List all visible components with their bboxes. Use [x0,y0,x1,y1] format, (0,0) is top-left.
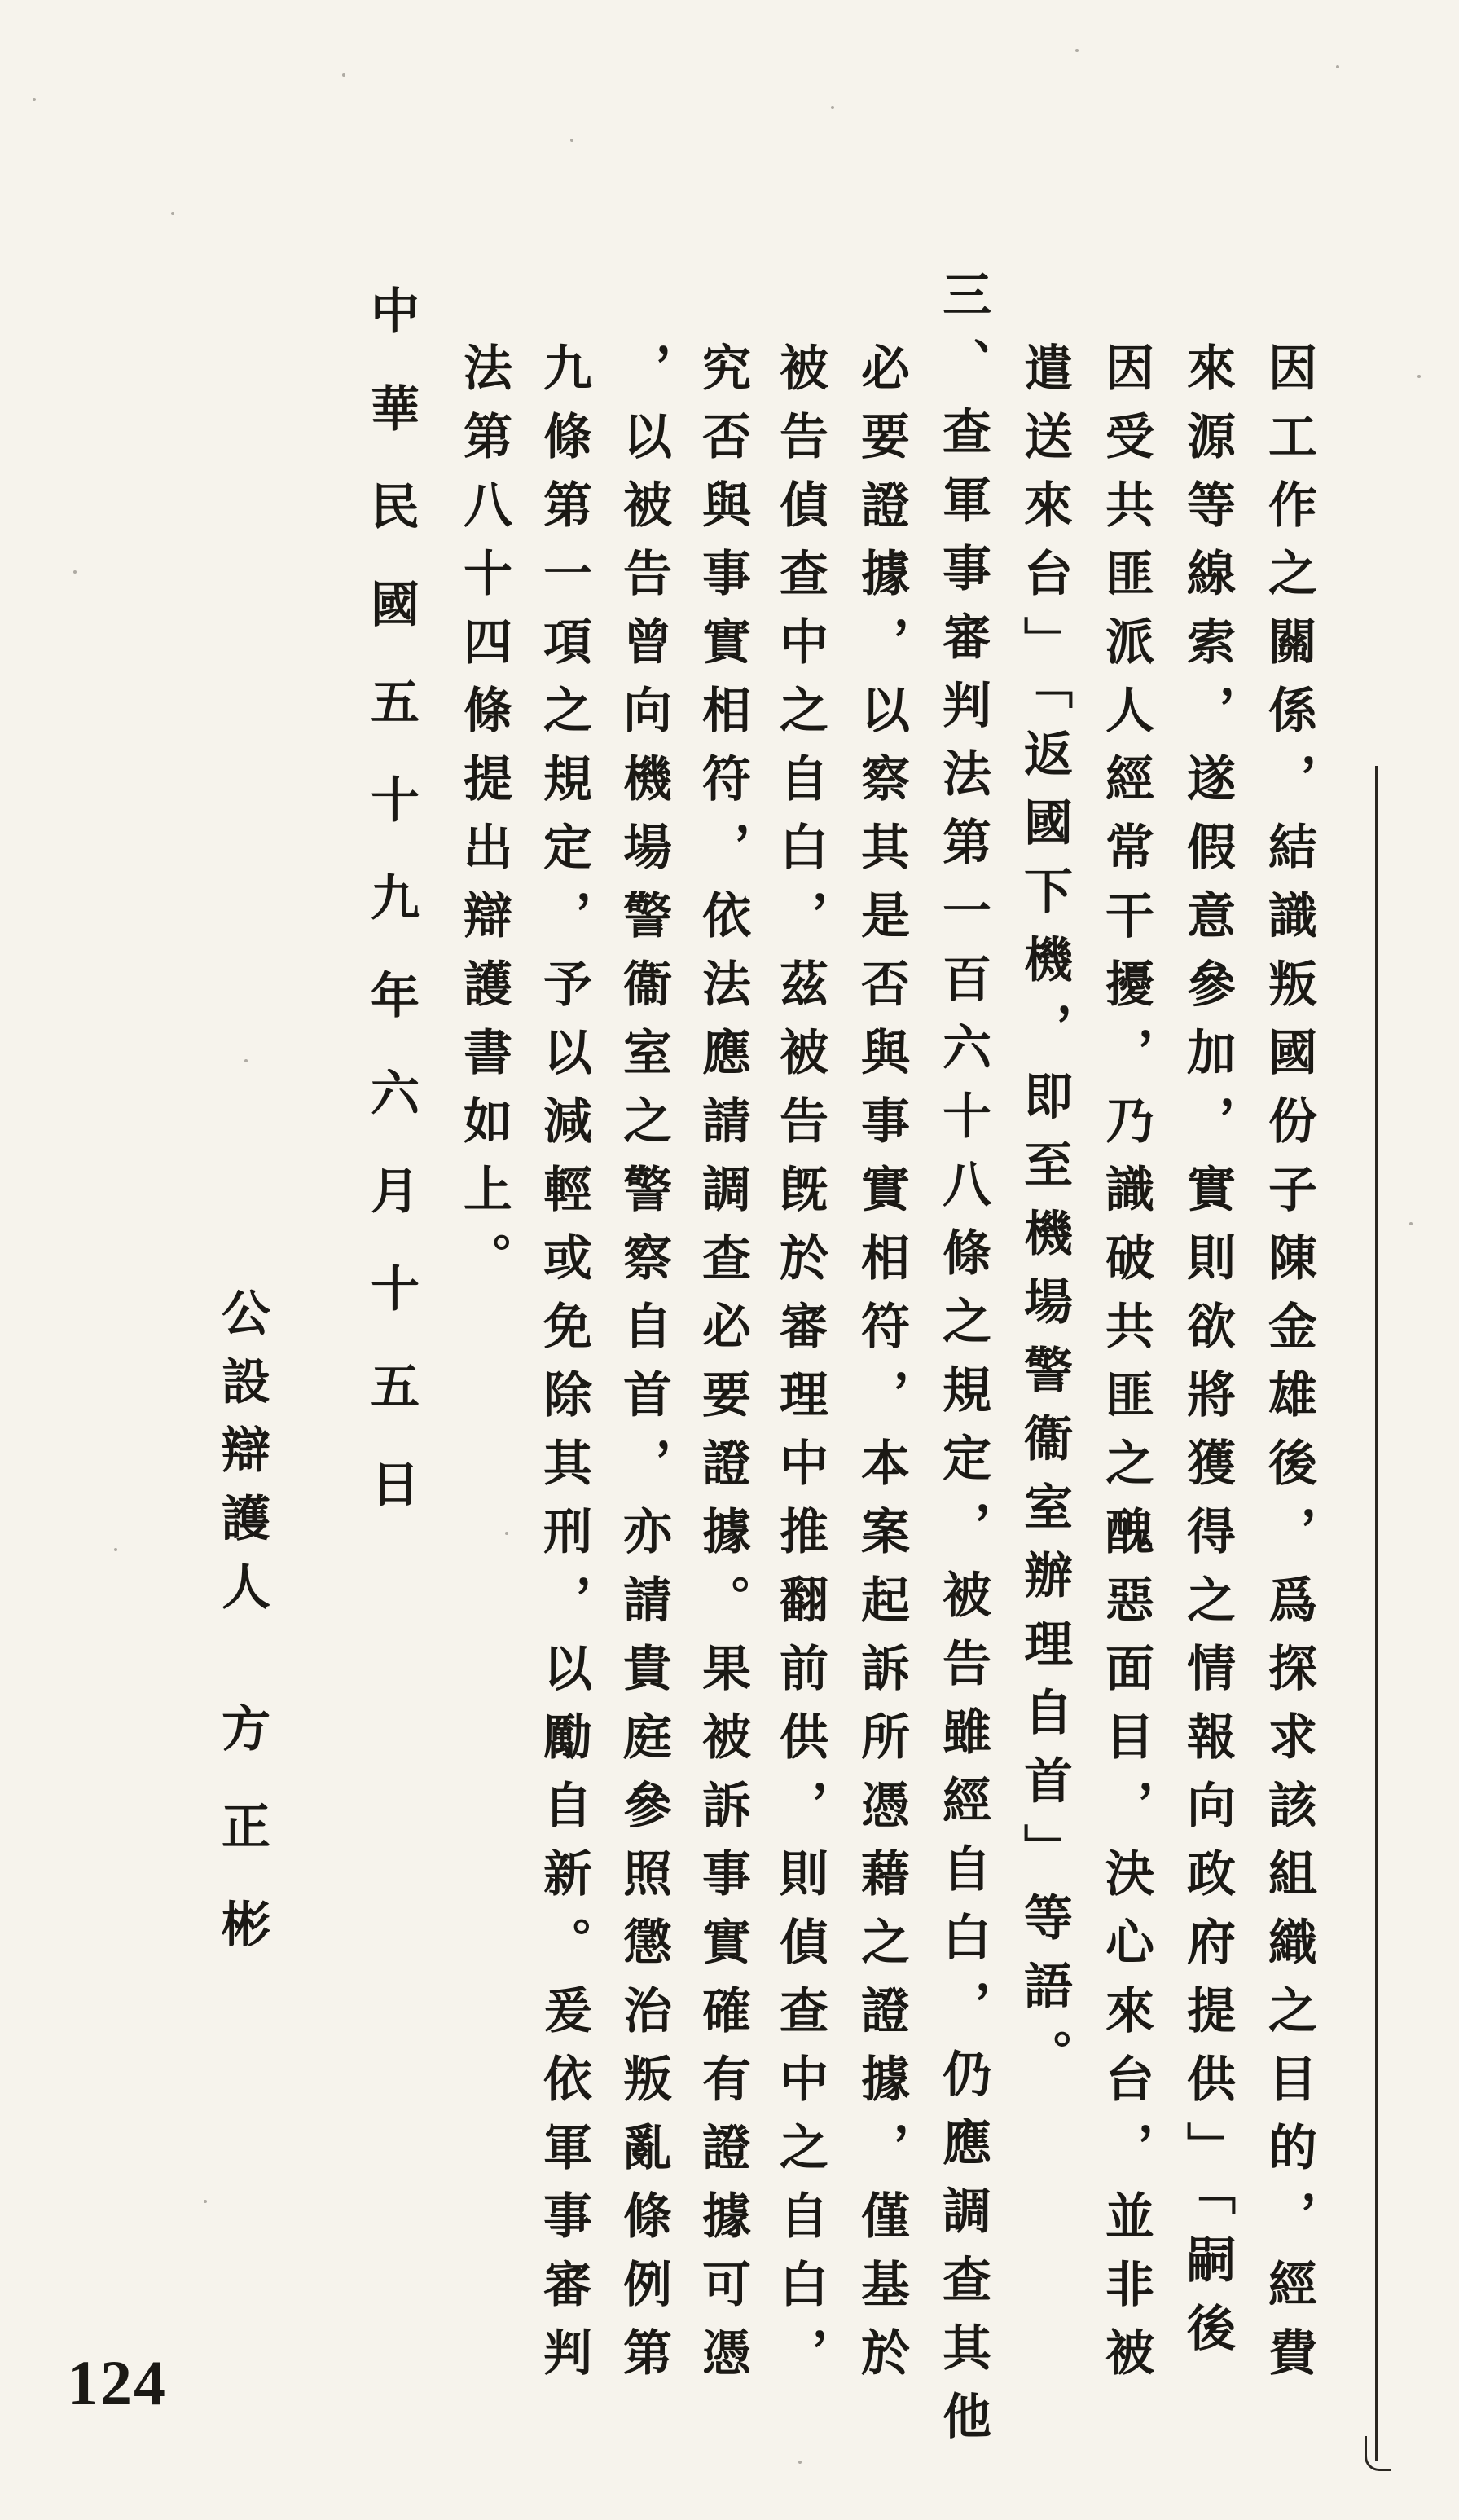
scan-speck [244,1059,248,1062]
scan-speck [1075,49,1079,52]
body-column-2: 來源等線索，遂假意參加，實則欲將獲得之情報向政府提供」「嗣後 [1179,342,1236,2371]
scan-speck [171,212,174,215]
margin-mark [1365,2436,1391,2471]
body-column-10: 九條第一項之規定，予以減輕或免除其刑，以勵自新。爰依軍事審判 [535,342,592,2395]
scan-speck [114,1548,117,1551]
body-column-1: 因工作之關係，結識叛國份子陳金雄後，爲探求該組織之目的，經費 [1260,342,1317,2395]
body-column-9: ，以被告曾向機場警衞室之警察自首，亦請貴庭參照懲治叛亂條例第 [615,342,672,2395]
scan-speck [831,106,834,109]
scan-speck [570,139,573,142]
body-column-5: 三、查軍事審判法第一百六十八條之規定，被告雖經自白，仍應調查其他 [934,269,991,2459]
scan-speck [1409,1222,1413,1225]
body-column-11: 法第八十四條提出辯護書如上。 [455,342,512,1300]
scan-speck [505,1532,508,1535]
scan-speck [798,2461,802,2464]
signer-title: 公設辯護人 [213,1287,270,1629]
signer-name: 方 正 彬 [213,1703,270,1947]
date-line: 中 華 民 國 五 十 九 年 六 月 十 五 日 [363,285,420,1507]
scan-speck [204,2200,207,2203]
scan-speck [342,73,345,77]
scan-speck [1417,375,1421,378]
scan-speck [33,98,36,101]
body-column-4: 遣送來台」「返國下機，即至機場警衞室辦理自首」等語。 [1016,342,1073,2097]
body-column-3: 因受共匪派人經常干擾，乃識破共匪之醜惡面目，決心來台，並非被 [1097,342,1154,2395]
scan-speck [73,570,77,574]
page-number: 124 [67,2347,167,2418]
margin-rule [1375,766,1378,2461]
body-column-8: 究否與事實相符，依法應請調查必要證據。果被訴事實確有證據可憑 [694,342,751,2395]
body-column-7: 被告偵查中之自白，茲被告旣於審理中推翻前供，則偵查中之自白， [771,342,828,2395]
body-column-6: 必要證據，以察其是否與事實相符，本案起訴所憑藉之證據，僅基於 [853,342,910,2395]
scan-speck [1336,65,1339,68]
